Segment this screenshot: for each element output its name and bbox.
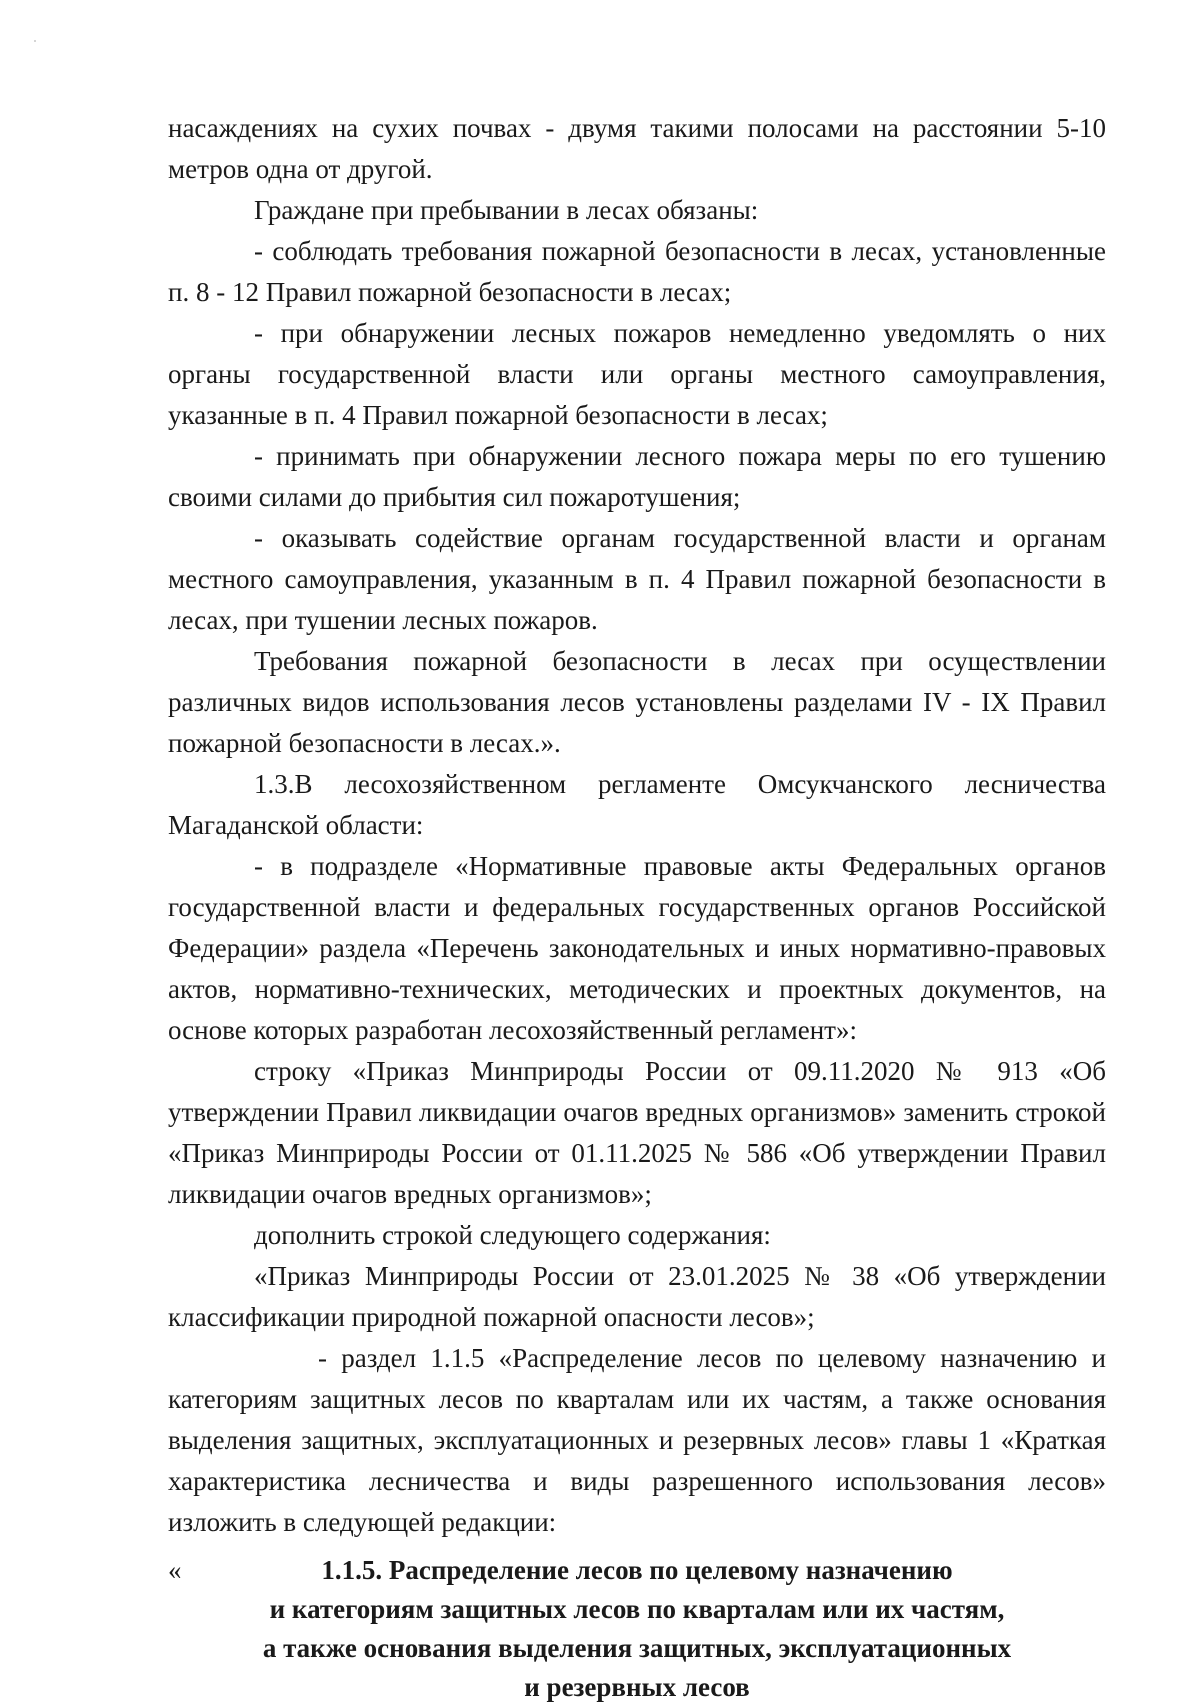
paragraph-11: дополнить строкой следующего содержания: xyxy=(254,1220,771,1250)
paragraph-1: насаждениях на сухих почвах - двумя такими полосами на расстоянии 5-10 метров одна от другой. xyxy=(168,113,1106,184)
scan-speck xyxy=(34,40,36,42)
paragraph-8: 1.3.В лесохозяйственном регламенте Омсукчанского лесничества Магаданской области: xyxy=(168,769,1106,840)
paragraph-12: «Приказ Минприроды России от 23.01.2025 № 38 «Об утверждении классификации природной пожарной опасности лесов»; xyxy=(168,1261,1106,1332)
paragraph-5: - принимать при обнаружении лесного пожара меры по его тушению своими силами до прибытия сил пожаротушения; xyxy=(168,441,1106,512)
heading-line-3: а также основания выделения защитных, эксплуатационных xyxy=(262,1633,1012,1663)
heading-line-1: 1.1.5. Распределение лесов по целевому назначению xyxy=(321,1555,953,1585)
paragraph-7: Требования пожарной безопасности в лесах при осуществлении различных видов использования лесов установлены разделами IV - IX Правил пожарной безопасности в лесах.». xyxy=(168,646,1106,758)
heading-line-4: и резервных лесов xyxy=(524,1672,750,1702)
paragraph-6: - оказывать содействие органам государственной власти и органам местного самоуправления, указанным в п. 4 Правил пожарной безопасности в лесах, при тушении лесных пожаров. xyxy=(168,523,1106,635)
heading-line-2: и категориям защитных лесов по кварталам или их частям, xyxy=(269,1594,1005,1624)
opening-quote: « xyxy=(168,1555,182,1585)
paragraph-2: Граждане при пребывании в лесах обязаны: xyxy=(254,195,759,225)
section-heading xyxy=(168,1551,1106,1707)
paragraph-3: - соблюдать требования пожарной безопасности в лесах, установленные п. 8 - 12 Правил пожарной безопасности в лесах; xyxy=(168,236,1106,307)
paragraph-4: - при обнаружении лесных пожаров немедленно уведомлять о них органы государственной власти или органы местного самоуправления, указанные в п. 4 Правил пожарной безопасности в лесах; xyxy=(168,318,1106,430)
paragraph-9: - в подразделе «Нормативные правовые акты Федеральных органов государственной власти и федеральных государственных органов Российской Федерации» раздела «Перечень законодательных и иных нормативно-правовых актов, нормативно-технических, методических и проектных документов, на основе которых разработан лесохозяйственный регламент»: xyxy=(168,851,1106,1045)
paragraph-13: - раздел 1.1.5 «Распределение лесов по целевому назначению и категориям защитных лесов по кварталам или их частям, а также основания выделения защитных, эксплуатационных и резервных лесов» главы 1 «Краткая характеристика лесничества и виды разрешенного использования лесов» изложить в следующей редакции: xyxy=(168,1343,1106,1537)
document-body xyxy=(168,108,1106,1707)
paragraph-10: строку «Приказ Минприроды России от 09.11.2020 № 913 «Об утверждении Правил ликвидации очагов вредных организмов» заменить строкой «Приказ Минприроды России от 01.11.2025 № 586 «Об утверждении Правил ликвидации очагов вредных организмов»; xyxy=(168,1056,1106,1209)
